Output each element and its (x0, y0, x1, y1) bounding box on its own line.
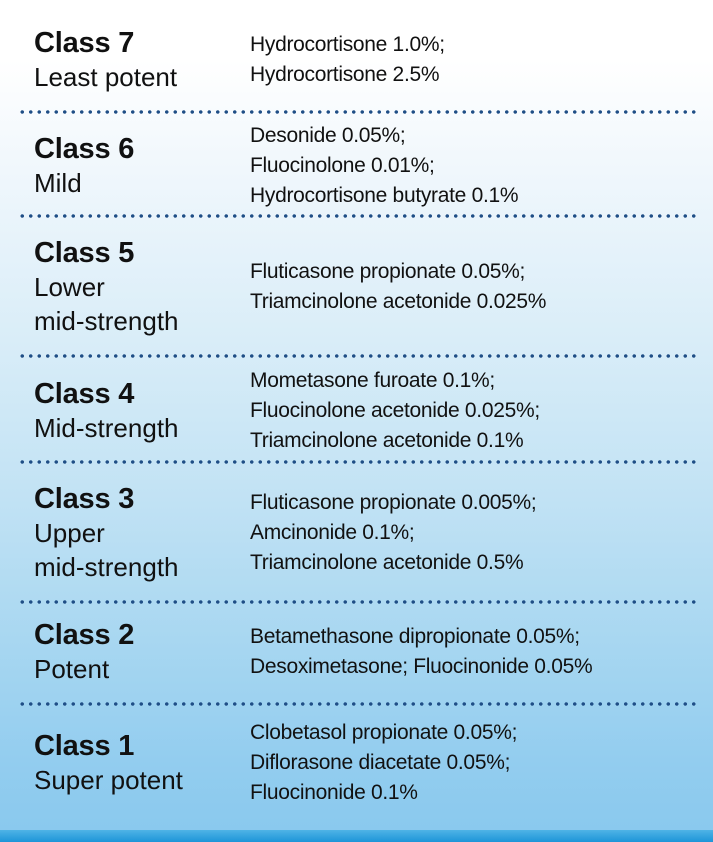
class-row-2 (0, 614, 713, 690)
class-name: Class 1 (34, 730, 135, 762)
dotted-divider (18, 214, 698, 218)
drug-entry: Betamethasone dipropionate 0.05%; (250, 625, 580, 648)
class-name: Class 5 (34, 237, 135, 269)
drug-entry: Amcinonide 0.1%; (250, 521, 415, 544)
class-name: Class 3 (34, 483, 135, 515)
drug-list (250, 30, 713, 90)
class-row-5 (0, 230, 713, 344)
class-label-cell (0, 618, 250, 686)
drug-entry: Hydrocortisone 2.5% (250, 63, 440, 86)
drug-entry: Triamcinolone acetonide 0.5% (250, 551, 524, 574)
drug-entry: Hydrocortisone 1.0%; (250, 33, 445, 56)
drug-list (250, 257, 713, 317)
class-row-3 (0, 474, 713, 592)
class-name: Class 6 (34, 133, 135, 165)
class-label-cell (0, 729, 250, 797)
class-label-cell (0, 377, 250, 445)
class-description: Mild (34, 168, 82, 198)
class-label-cell (0, 132, 250, 200)
dotted-divider (18, 600, 698, 604)
class-description: Potent (34, 654, 110, 684)
class-description: Super potent (34, 765, 183, 795)
drug-entry: Mometasone furoate 0.1%; (250, 369, 495, 392)
class-description-line: Lower (34, 272, 105, 302)
class-row-1 (0, 716, 713, 810)
drug-entry: Fluocinolone 0.01%; (250, 154, 435, 177)
bottom-accent-bar (0, 830, 713, 842)
drug-list (250, 622, 713, 682)
class-description: Mid-strength (34, 413, 179, 443)
class-description-line: mid-strength (34, 306, 179, 336)
drug-entry: Fluticasone propionate 0.005%; (250, 491, 537, 514)
drug-list (250, 366, 713, 456)
drug-entry: Clobetasol propionate 0.05%; (250, 721, 518, 744)
class-description-line: mid-strength (34, 552, 179, 582)
class-name: Class 4 (34, 378, 135, 410)
drug-entry: Desoximetasone; Fluocinonide 0.05% (250, 655, 593, 678)
dotted-divider (18, 354, 698, 358)
dotted-divider (18, 110, 698, 114)
drug-entry: Triamcinolone acetonide 0.1% (250, 429, 524, 452)
class-row-6 (0, 120, 713, 212)
drug-entry: Desonide 0.05%; (250, 124, 406, 147)
class-row-7 (0, 22, 713, 98)
drug-entry: Fluocinolone acetonide 0.025%; (250, 399, 540, 422)
drug-list (250, 718, 713, 808)
drug-list (250, 488, 713, 578)
class-name: Class 2 (34, 619, 135, 651)
drug-entry: Fluocinonide 0.1% (250, 781, 418, 804)
dotted-divider (18, 702, 698, 706)
class-label-cell (0, 26, 250, 94)
class-name: Class 7 (34, 27, 135, 59)
drug-entry: Diflorasone diacetate 0.05%; (250, 751, 511, 774)
dotted-divider (18, 460, 698, 464)
drug-entry: Hydrocortisone butyrate 0.1% (250, 184, 519, 207)
class-row-4 (0, 364, 713, 458)
drug-list (250, 121, 713, 211)
drug-entry: Fluticasone propionate 0.05%; (250, 260, 525, 283)
class-description: Least potent (34, 62, 178, 92)
class-label-cell (0, 482, 250, 584)
class-label-cell (0, 236, 250, 338)
class-description-line: Upper (34, 518, 105, 548)
drug-entry: Triamcinolone acetonide 0.025% (250, 290, 547, 313)
